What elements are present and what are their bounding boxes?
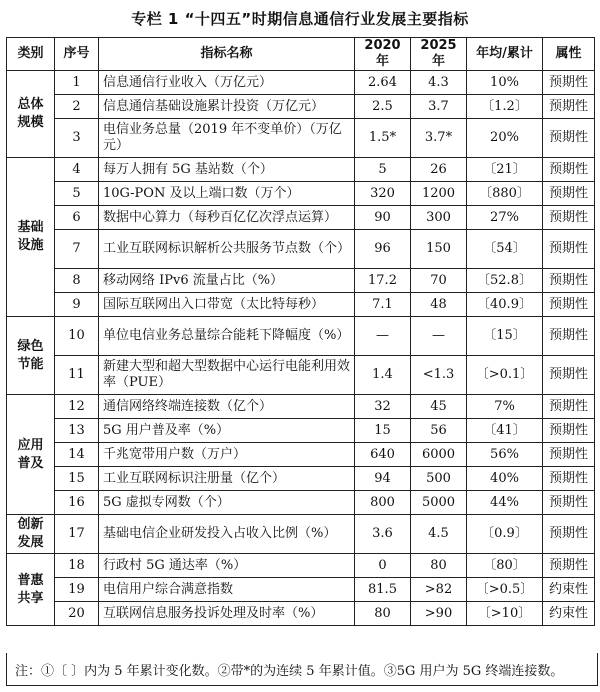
value-2025: 5000	[411, 491, 467, 515]
value-2025: 4.5	[411, 515, 467, 554]
table-row	[7, 554, 595, 578]
value-2020: 2.64	[355, 71, 411, 95]
row-number: 20	[55, 602, 99, 626]
indicator-name: 基础电信企业研发投入占收入比例（%）	[99, 515, 355, 554]
table-row	[7, 419, 595, 443]
header-avg-cumulative: 年均/累计	[467, 38, 543, 71]
category-label: 普惠共享	[17, 572, 44, 606]
category-cell	[7, 395, 55, 515]
indicator-name: 行政村 5G 通达率（%）	[99, 554, 355, 578]
attribute: 预期性	[543, 419, 595, 443]
value-avg-cumulative: 27%	[467, 206, 543, 230]
row-number: 18	[55, 554, 99, 578]
category-cell	[7, 554, 55, 626]
indicator-name: 千兆宽带用户数（万户）	[99, 443, 355, 467]
indicator-name: 每万人拥有 5G 基站数（个）	[99, 158, 355, 182]
value-2020: 320	[355, 182, 411, 206]
value-2025: >82	[411, 578, 467, 602]
value-2025: 300	[411, 206, 467, 230]
value-avg-cumulative: 〔>10〕	[467, 602, 543, 626]
value-2020: 90	[355, 206, 411, 230]
attribute: 预期性	[543, 95, 595, 119]
indicator-name: 互联网信息服务投诉处理及时率（%）	[99, 602, 355, 626]
value-avg-cumulative: 〔1.2〕	[467, 95, 543, 119]
value-2020: 15	[355, 419, 411, 443]
attribute: 预期性	[543, 269, 595, 293]
row-number: 12	[55, 395, 99, 419]
value-2025: >90	[411, 602, 467, 626]
table-row	[7, 95, 595, 119]
value-2025: 1200	[411, 182, 467, 206]
header-2025: 2025 年	[411, 38, 467, 71]
value-avg-cumulative: 〔880〕	[467, 182, 543, 206]
value-2025: <1.3	[411, 356, 467, 395]
value-2025: 150	[411, 230, 467, 269]
attribute: 预期性	[543, 182, 595, 206]
row-number: 7	[55, 230, 99, 269]
value-avg-cumulative: 〔80〕	[467, 554, 543, 578]
indicator-name: 5G 虚拟专网数（个）	[99, 491, 355, 515]
table-row	[7, 269, 595, 293]
attribute: 预期性	[543, 554, 595, 578]
category-cell	[7, 71, 55, 158]
row-number: 2	[55, 95, 99, 119]
attribute: 预期性	[543, 119, 595, 158]
row-number: 6	[55, 206, 99, 230]
value-avg-cumulative: 〔40.9〕	[467, 293, 543, 317]
attribute: 预期性	[543, 71, 595, 95]
indicator-name: 通信网络终端连接数（亿个）	[99, 395, 355, 419]
indicator-name: 信息通信行业收入（万亿元）	[99, 71, 355, 95]
header-indicator-name: 指标名称	[99, 38, 355, 71]
attribute: 预期性	[543, 356, 595, 395]
table-row	[7, 395, 595, 419]
attribute: 约束性	[543, 602, 595, 626]
attribute: 预期性	[543, 443, 595, 467]
table-note: 注：①〔 〕内为 5 年累计变化数。②带*的为连续 5 年累计值。③5G 用户为 5G 终端连接数。	[6, 653, 598, 686]
value-2025: —	[411, 317, 467, 356]
attribute: 预期性	[543, 230, 595, 269]
row-number: 13	[55, 419, 99, 443]
indicator-name: 国际互联网出入口带宽（太比特每秒）	[99, 293, 355, 317]
row-number: 17	[55, 515, 99, 554]
table-row	[7, 578, 595, 602]
attribute: 预期性	[543, 395, 595, 419]
category-label: 应用普及	[17, 437, 44, 471]
table-row	[7, 230, 595, 269]
value-avg-cumulative: 40%	[467, 467, 543, 491]
value-2020: 80	[355, 602, 411, 626]
value-2025: 48	[411, 293, 467, 317]
value-2020: 32	[355, 395, 411, 419]
value-avg-cumulative: 56%	[467, 443, 543, 467]
category-label: 绿色节能	[17, 338, 44, 372]
value-avg-cumulative: 〔15〕	[467, 317, 543, 356]
value-2025: 56	[411, 419, 467, 443]
header-row	[7, 38, 595, 71]
value-2020: 81.5	[355, 578, 411, 602]
value-2025: 80	[411, 554, 467, 578]
attribute: 预期性	[543, 317, 595, 356]
table-title: 专栏 1 “十四五”时期信息通信行业发展主要指标	[131, 9, 469, 28]
indicator-name: 5G 用户普及率（%）	[99, 419, 355, 443]
indicator-name: 新建大型和超大型数据中心运行电能利用效率（PUE）	[99, 356, 355, 395]
header-attribute: 属性	[543, 38, 595, 71]
value-2020: 96	[355, 230, 411, 269]
value-2020: 1.4	[355, 356, 411, 395]
attribute: 预期性	[543, 467, 595, 491]
table-row	[7, 491, 595, 515]
value-2025: 45	[411, 395, 467, 419]
indicator-name: 工业互联网标识注册量（亿个）	[99, 467, 355, 491]
value-avg-cumulative: 〔>0.1〕	[467, 356, 543, 395]
row-number: 1	[55, 71, 99, 95]
table-row	[7, 206, 595, 230]
indicator-name: 移动网络 IPv6 流量占比（%）	[99, 269, 355, 293]
value-2020: 94	[355, 467, 411, 491]
value-2020: 7.1	[355, 293, 411, 317]
indicator-name: 单位电信业务总量综合能耗下降幅度（%）	[99, 317, 355, 356]
row-number: 8	[55, 269, 99, 293]
value-avg-cumulative: 10%	[467, 71, 543, 95]
indicator-name: 工业互联网标识解析公共服务节点数（个）	[99, 230, 355, 269]
row-number: 9	[55, 293, 99, 317]
attribute: 预期性	[543, 206, 595, 230]
table-row	[7, 119, 595, 158]
value-2020: 5	[355, 158, 411, 182]
value-avg-cumulative: 〔41〕	[467, 419, 543, 443]
indicator-name: 电信用户综合满意指数	[99, 578, 355, 602]
category-cell	[7, 317, 55, 395]
indicator-name: 数据中心算力（每秒百亿亿次浮点运算）	[99, 206, 355, 230]
indicator-name: 电信业务总量（2019 年不变单价）（万亿元）	[99, 119, 355, 158]
table-row	[7, 293, 595, 317]
table-row	[7, 515, 595, 554]
value-2025: 26	[411, 158, 467, 182]
table-row	[7, 443, 595, 467]
value-avg-cumulative: 〔>0.5〕	[467, 578, 543, 602]
row-number: 11	[55, 356, 99, 395]
attribute: 预期性	[543, 491, 595, 515]
table-row	[7, 158, 595, 182]
indicator-name: 10G-PON 及以上端口数（万个）	[99, 182, 355, 206]
value-2020: 3.6	[355, 515, 411, 554]
value-2025: 3.7*	[411, 119, 467, 158]
value-2020: 800	[355, 491, 411, 515]
table-row	[7, 602, 595, 626]
value-2020: 17.2	[355, 269, 411, 293]
value-2020: 1.5*	[355, 119, 411, 158]
header-category: 类别	[7, 38, 55, 71]
table-row	[7, 71, 595, 95]
row-number: 15	[55, 467, 99, 491]
attribute: 预期性	[543, 293, 595, 317]
value-2020: 640	[355, 443, 411, 467]
value-2020: 2.5	[355, 95, 411, 119]
table-row	[7, 356, 595, 395]
attribute: 约束性	[543, 578, 595, 602]
row-number: 14	[55, 443, 99, 467]
value-2025: 6000	[411, 443, 467, 467]
value-2020: 0	[355, 554, 411, 578]
value-avg-cumulative: 〔52.8〕	[467, 269, 543, 293]
value-avg-cumulative: 〔54〕	[467, 230, 543, 269]
row-number: 10	[55, 317, 99, 356]
row-number: 5	[55, 182, 99, 206]
value-avg-cumulative: 〔0.9〕	[467, 515, 543, 554]
header-2020: 2020 年	[355, 38, 411, 71]
row-number: 16	[55, 491, 99, 515]
value-avg-cumulative: 20%	[467, 119, 543, 158]
attribute: 预期性	[543, 158, 595, 182]
value-2025: 70	[411, 269, 467, 293]
value-avg-cumulative: 7%	[467, 395, 543, 419]
category-cell	[7, 515, 55, 554]
indicator-table	[6, 37, 595, 626]
category-label: 总体规模	[17, 97, 44, 130]
table-row	[7, 467, 595, 491]
table-row	[7, 182, 595, 206]
attribute: 预期性	[543, 515, 595, 554]
value-2025: 4.3	[411, 71, 467, 95]
value-avg-cumulative: 〔21〕	[467, 158, 543, 182]
indicator-name: 信息通信基础设施累计投资（万亿元）	[99, 95, 355, 119]
row-number: 4	[55, 158, 99, 182]
category-label: 创新发展	[17, 517, 44, 550]
header-number: 序号	[55, 38, 99, 71]
category-cell	[7, 158, 55, 317]
row-number: 19	[55, 578, 99, 602]
value-avg-cumulative: 44%	[467, 491, 543, 515]
row-number: 3	[55, 119, 99, 158]
value-2025: 500	[411, 467, 467, 491]
category-label: 基础设施	[17, 220, 44, 253]
table-row	[7, 317, 595, 356]
value-2025: 3.7	[411, 95, 467, 119]
table-body	[7, 71, 595, 626]
value-2020: —	[355, 317, 411, 356]
